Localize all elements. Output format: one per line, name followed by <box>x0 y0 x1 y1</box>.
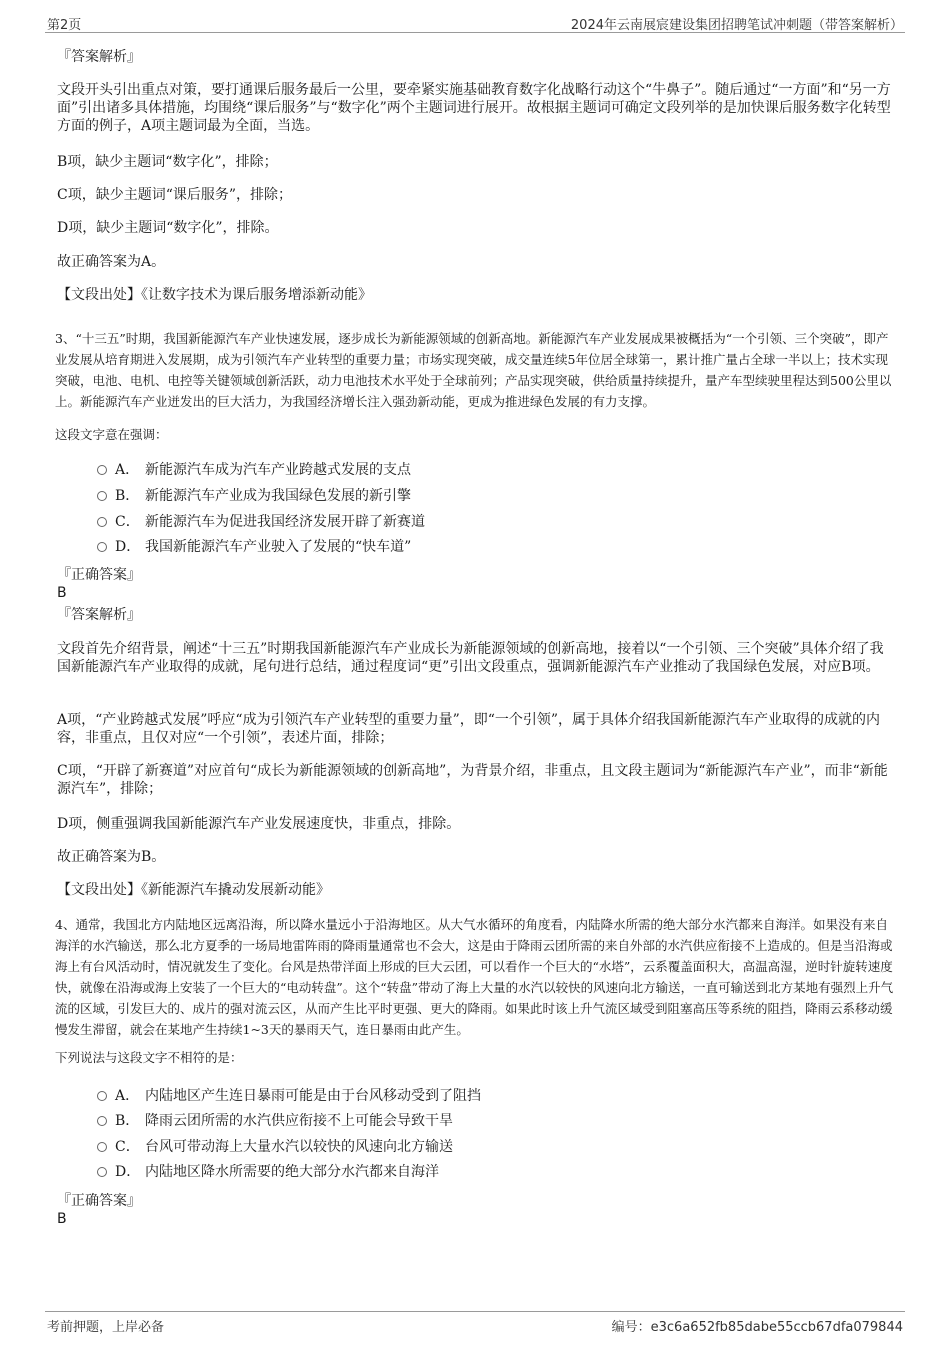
radio-icon[interactable] <box>97 1091 107 1101</box>
analysis-heading: 『答案解析』 <box>57 607 141 623</box>
analysis-paragraph: C项，缺少主题词“课后服务”，排除； <box>57 187 293 203</box>
option-c[interactable] <box>97 513 425 531</box>
option-c[interactable] <box>97 1138 453 1156</box>
radio-icon[interactable] <box>97 491 107 501</box>
option-letter: A． <box>115 462 140 478</box>
option-letter: C． <box>115 514 140 530</box>
option-d[interactable] <box>97 538 411 556</box>
option-letter: C． <box>115 1139 140 1155</box>
page-number: 第2页 <box>47 18 82 33</box>
question-prompt: 下列说法与这段文字不相符的是： <box>55 1050 243 1065</box>
option-text: 台风可带动海上大量水汽以较快的风速向北方输送 <box>145 1139 453 1155</box>
source-citation: 【文段出处】《让数字技术为课后服务增添新动能》 <box>57 287 372 303</box>
option-text: 新能源汽车为促进我国经济发展开辟了新赛道 <box>145 514 425 530</box>
answer-conclusion: 故正确答案为A。 <box>57 254 166 270</box>
option-text: 新能源汽车成为汽车产业跨越式发展的支点 <box>145 462 411 478</box>
option-text: 我国新能源汽车产业驶入了发展的“快车道” <box>145 539 412 555</box>
analysis-paragraph: B项，缺少主题词“数字化”，排除； <box>57 154 278 170</box>
analysis-paragraph: C项，“开辟了新赛道”对应首句“成长为新能源领域的创新高地”，为背景介绍，非重点，且文段主题词为“新能源汽车产业”，而非“新能源汽车”，排除； <box>57 763 888 797</box>
option-letter: B． <box>115 488 140 504</box>
analysis-heading: 『答案解析』 <box>57 49 141 65</box>
correct-answer-heading: 『正确答案』 <box>57 1193 141 1209</box>
radio-icon[interactable] <box>97 542 107 552</box>
option-a[interactable] <box>97 461 411 479</box>
option-b[interactable] <box>97 487 411 505</box>
option-text: 降雨云团所需的水汽供应衔接不上可能会导致干旱 <box>145 1113 453 1129</box>
option-letter: D． <box>115 539 141 555</box>
correct-answer: B <box>57 585 67 601</box>
radio-icon[interactable] <box>97 465 107 475</box>
document-code: 编号：e3c6a652fb85dabe55ccb67dfa079844 <box>611 1320 903 1335</box>
analysis-paragraph: D项，侧重强调我国新能源汽车产业发展速度快，非重点，排除。 <box>57 816 461 832</box>
analysis-paragraph: 文段首先介绍背景，阐述“十三五”时期我国新能源汽车产业成长为新能源领域的创新高地，接着以“一个引领、三个突破”具体介绍了我国新能源汽车产业取得的成就，尾句进行总结，通过程度词“更”引出文段重点，强调新能源汽车产业推动了我国绿色发展，对应B项。 <box>57 641 884 675</box>
option-letter: D． <box>115 1164 141 1180</box>
option-a[interactable] <box>97 1087 481 1105</box>
question-passage: 3、“十三五”时期，我国新能源汽车产业快速发展，逐步成长为新能源领域的创新高地。新能源汽车产业发展成果被概括为“一个引领、三个突破”，即产业发展从培育期进入发展期，成为引领汽车产业转型的重要力量；市场实现突破，成交量连续5年位居全球第一，累计推广量占全球一半以上；技术实现突破，电池、电机、电控等关键领域创新活跃，动力电池技术水平处于全球前列；产品实现突破，供给质量持续提升，量产车型续驶里程达到500公里以上。新能源汽车产业迸发出的巨大活力，为我国经济增长注入强劲新动能，更成为推进绿色发展的有力支撑。 <box>55 331 892 409</box>
correct-answer-heading: 『正确答案』 <box>57 567 141 583</box>
option-letter: A． <box>115 1088 140 1104</box>
option-text: 新能源汽车产业成为我国绿色发展的新引擎 <box>145 488 411 504</box>
option-d[interactable] <box>97 1163 439 1181</box>
question-prompt: 这段文字意在强调： <box>55 427 168 442</box>
radio-icon[interactable] <box>97 1142 107 1152</box>
radio-icon[interactable] <box>97 517 107 527</box>
footer-slogan: 考前押题，上岸必备 <box>47 1320 165 1335</box>
page-header <box>45 12 905 33</box>
option-text: 内陆地区产生连日暴雨可能是由于台风移动受到了阻挡 <box>145 1088 481 1104</box>
question-passage: 4、通常，我国北方内陆地区远离沿海，所以降水量远小于沿海地区。从大气水循环的角度看，内陆降水所需的绝大部分水汽都来自海洋。如果没有来自海洋的水汽输送，那么北方夏季的一场局地雷阵雨的降雨量通常也不会大，这是由于降雨云团所需的来自外部的水汽供应衔接不上造成的。但是当沿海或海上有台风活动时，情况就发生了变化。台风是热带洋面上形成的巨大云团，可以看作一个巨大的“水塔”，云系覆盖面积大，高温高湿，逆时针旋转速度快，就像在沿海或海上安装了一个巨大的“电动转盘”。这个“转盘”带动了海上大量的水汽以较快的风速向北方输送，一直可输送到北方某地有强烈上升气流的区域，引发巨大的、成片的强对流云区，从而产生比平时更强、更大的降雨。如果此时该上升气流区域受到阻塞高压等系统的阻挡，降雨云系移动缓慢发生滞留，就会在某地产生持续1~3天的暴雨天气，连日暴雨由此产生。 <box>55 917 894 1037</box>
page-footer <box>45 1311 905 1336</box>
source-citation: 【文段出处】《新能源汽车撬动发展新动能》 <box>57 882 330 898</box>
analysis-paragraph: A项，“产业跨越式发展”呼应“成为引领汽车产业转型的重要力量”，即“一个引领”，属于具体介绍我国新能源汽车产业取得的成就的内容，非重点，且仅对应“一个引领”，表述片面，排除； <box>57 712 881 746</box>
radio-icon[interactable] <box>97 1116 107 1126</box>
option-text: 内陆地区降水所需要的绝大部分水汽都来自海洋 <box>145 1164 439 1180</box>
analysis-paragraph: D项，缺少主题词“数字化”，排除。 <box>57 220 279 236</box>
option-letter: B． <box>115 1113 140 1129</box>
answer-conclusion: 故正确答案为B。 <box>57 849 166 865</box>
document-title: 2024年云南展宸建设集团招聘笔试冲刺题（带答案解析） <box>570 18 903 33</box>
radio-icon[interactable] <box>97 1167 107 1177</box>
analysis-paragraph: 文段开头引出重点对策，要打通课后服务最后一公里，要牵紧实施基础教育数字化战略行动这个“牛鼻子”。随后通过“一方面”和“另一方面”引出诸多具体措施，均围绕“课后服务”与“数字化”两个主题词进行展开。故根据主题词可确定文段列举的是加快课后服务数字化转型方面的例子，A项主题词最为全面，当选。 <box>57 82 891 134</box>
correct-answer: B <box>57 1211 67 1227</box>
option-b[interactable] <box>97 1112 453 1130</box>
